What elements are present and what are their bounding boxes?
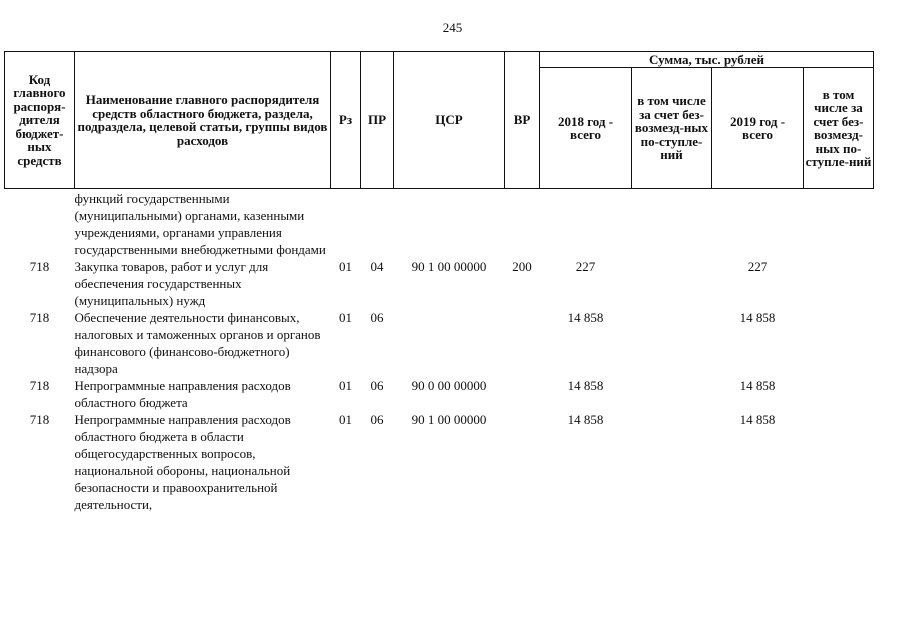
cell-sum-2018 — [540, 189, 632, 259]
cell-free-2018 — [632, 377, 712, 411]
table-row — [5, 411, 874, 513]
cell-name: функций государственными (муниципальными) органами, казенными учреждениями, органами управления государственными внебюджетными фондами — [74, 191, 326, 257]
table-row — [5, 189, 874, 259]
budget-table — [4, 51, 874, 513]
cell-pr: 06 — [370, 310, 384, 325]
cell-csr: 90 1 00 00000 — [411, 259, 487, 274]
cell-csr — [394, 309, 505, 377]
cell-free-2019 — [804, 411, 874, 513]
table-body — [5, 189, 874, 514]
cell-vr — [505, 189, 540, 259]
cell-sum-2018: 227 — [575, 259, 596, 274]
table-row — [5, 377, 874, 411]
cell-rz: 01 — [339, 378, 352, 393]
cell-free-2019 — [804, 377, 874, 411]
cell-pr: 04 — [370, 259, 384, 274]
header-csr: ЦСР — [394, 52, 505, 189]
cell-vr — [505, 411, 540, 513]
cell-sum-2019 — [712, 189, 804, 259]
page-number: 245 — [442, 20, 463, 35]
cell-free-2019 — [804, 309, 874, 377]
cell-code — [5, 189, 75, 259]
cell-name: Закупка товаров, работ и услуг для обеспечения государственных (муниципальных) нужд — [74, 259, 269, 308]
cell-rz: 01 — [339, 259, 352, 274]
header-name: Наименование главного распорядителя средств областного бюджета, раздела, подраздела, целевой статьи, группы видов расходов — [75, 52, 331, 189]
cell-vr — [505, 309, 540, 377]
cell-name: Непрограммные направления расходов областного бюджета — [74, 378, 291, 410]
cell-sum-2019: 227 — [747, 259, 768, 274]
cell-sum-2019: 14 858 — [739, 310, 776, 325]
cell-code: 718 — [29, 310, 50, 325]
cell-code: 718 — [29, 412, 50, 427]
cell-vr — [505, 377, 540, 411]
cell-sum-2018: 14 858 — [567, 412, 604, 427]
header-sum-group: Сумма, тыс. рублей — [540, 52, 874, 68]
header-2019-free: в том числе за счет без-возмезд-ных по-ступле-ний — [804, 68, 874, 189]
table-header — [5, 52, 874, 189]
cell-code: 718 — [29, 378, 50, 393]
header-rz: Рз — [331, 52, 361, 189]
cell-name: Обеспечение деятельности финансовых, налоговых и таможенных органов и органов финансового (финансово-бюджетного) надзора — [74, 310, 321, 376]
cell-sum-2019: 14 858 — [739, 412, 776, 427]
cell-free-2018 — [632, 189, 712, 259]
cell-rz — [331, 189, 361, 259]
cell-pr: 06 — [370, 378, 384, 393]
cell-vr: 200 — [512, 259, 532, 274]
header-2018-free: в том числе за счет без-возмезд-ных по-ступле-ний — [632, 68, 712, 189]
cell-sum-2018: 14 858 — [567, 310, 604, 325]
cell-free-2019 — [804, 258, 874, 309]
table-row — [5, 309, 874, 377]
header-vr: ВР — [505, 52, 540, 189]
cell-csr: 90 1 00 00000 — [411, 412, 487, 427]
cell-csr: 90 0 00 00000 — [411, 378, 487, 393]
cell-free-2018 — [632, 309, 712, 377]
cell-pr: 06 — [370, 412, 384, 427]
cell-code: 718 — [29, 259, 50, 274]
cell-rz: 01 — [339, 412, 352, 427]
header-pr: ПР — [361, 52, 394, 189]
cell-free-2018 — [632, 411, 712, 513]
cell-free-2019 — [804, 189, 874, 259]
cell-free-2018 — [632, 258, 712, 309]
cell-pr — [361, 189, 394, 259]
header-2019-total: 2019 год - всего — [712, 68, 804, 189]
cell-sum-2019: 14 858 — [739, 378, 776, 393]
cell-rz: 01 — [339, 310, 352, 325]
cell-sum-2018: 14 858 — [567, 378, 604, 393]
header-code: Код главного распоря-дителя бюджет-ных средств — [5, 52, 75, 189]
table-row — [5, 258, 874, 309]
cell-name: Непрограммные направления расходов областного бюджета в области общегосударственных вопросов, национальной обороны, национальной безопасности и правоохранительной деятельности, — [74, 412, 291, 512]
cell-csr — [394, 189, 505, 259]
header-2018-total: 2018 год - всего — [540, 68, 632, 189]
